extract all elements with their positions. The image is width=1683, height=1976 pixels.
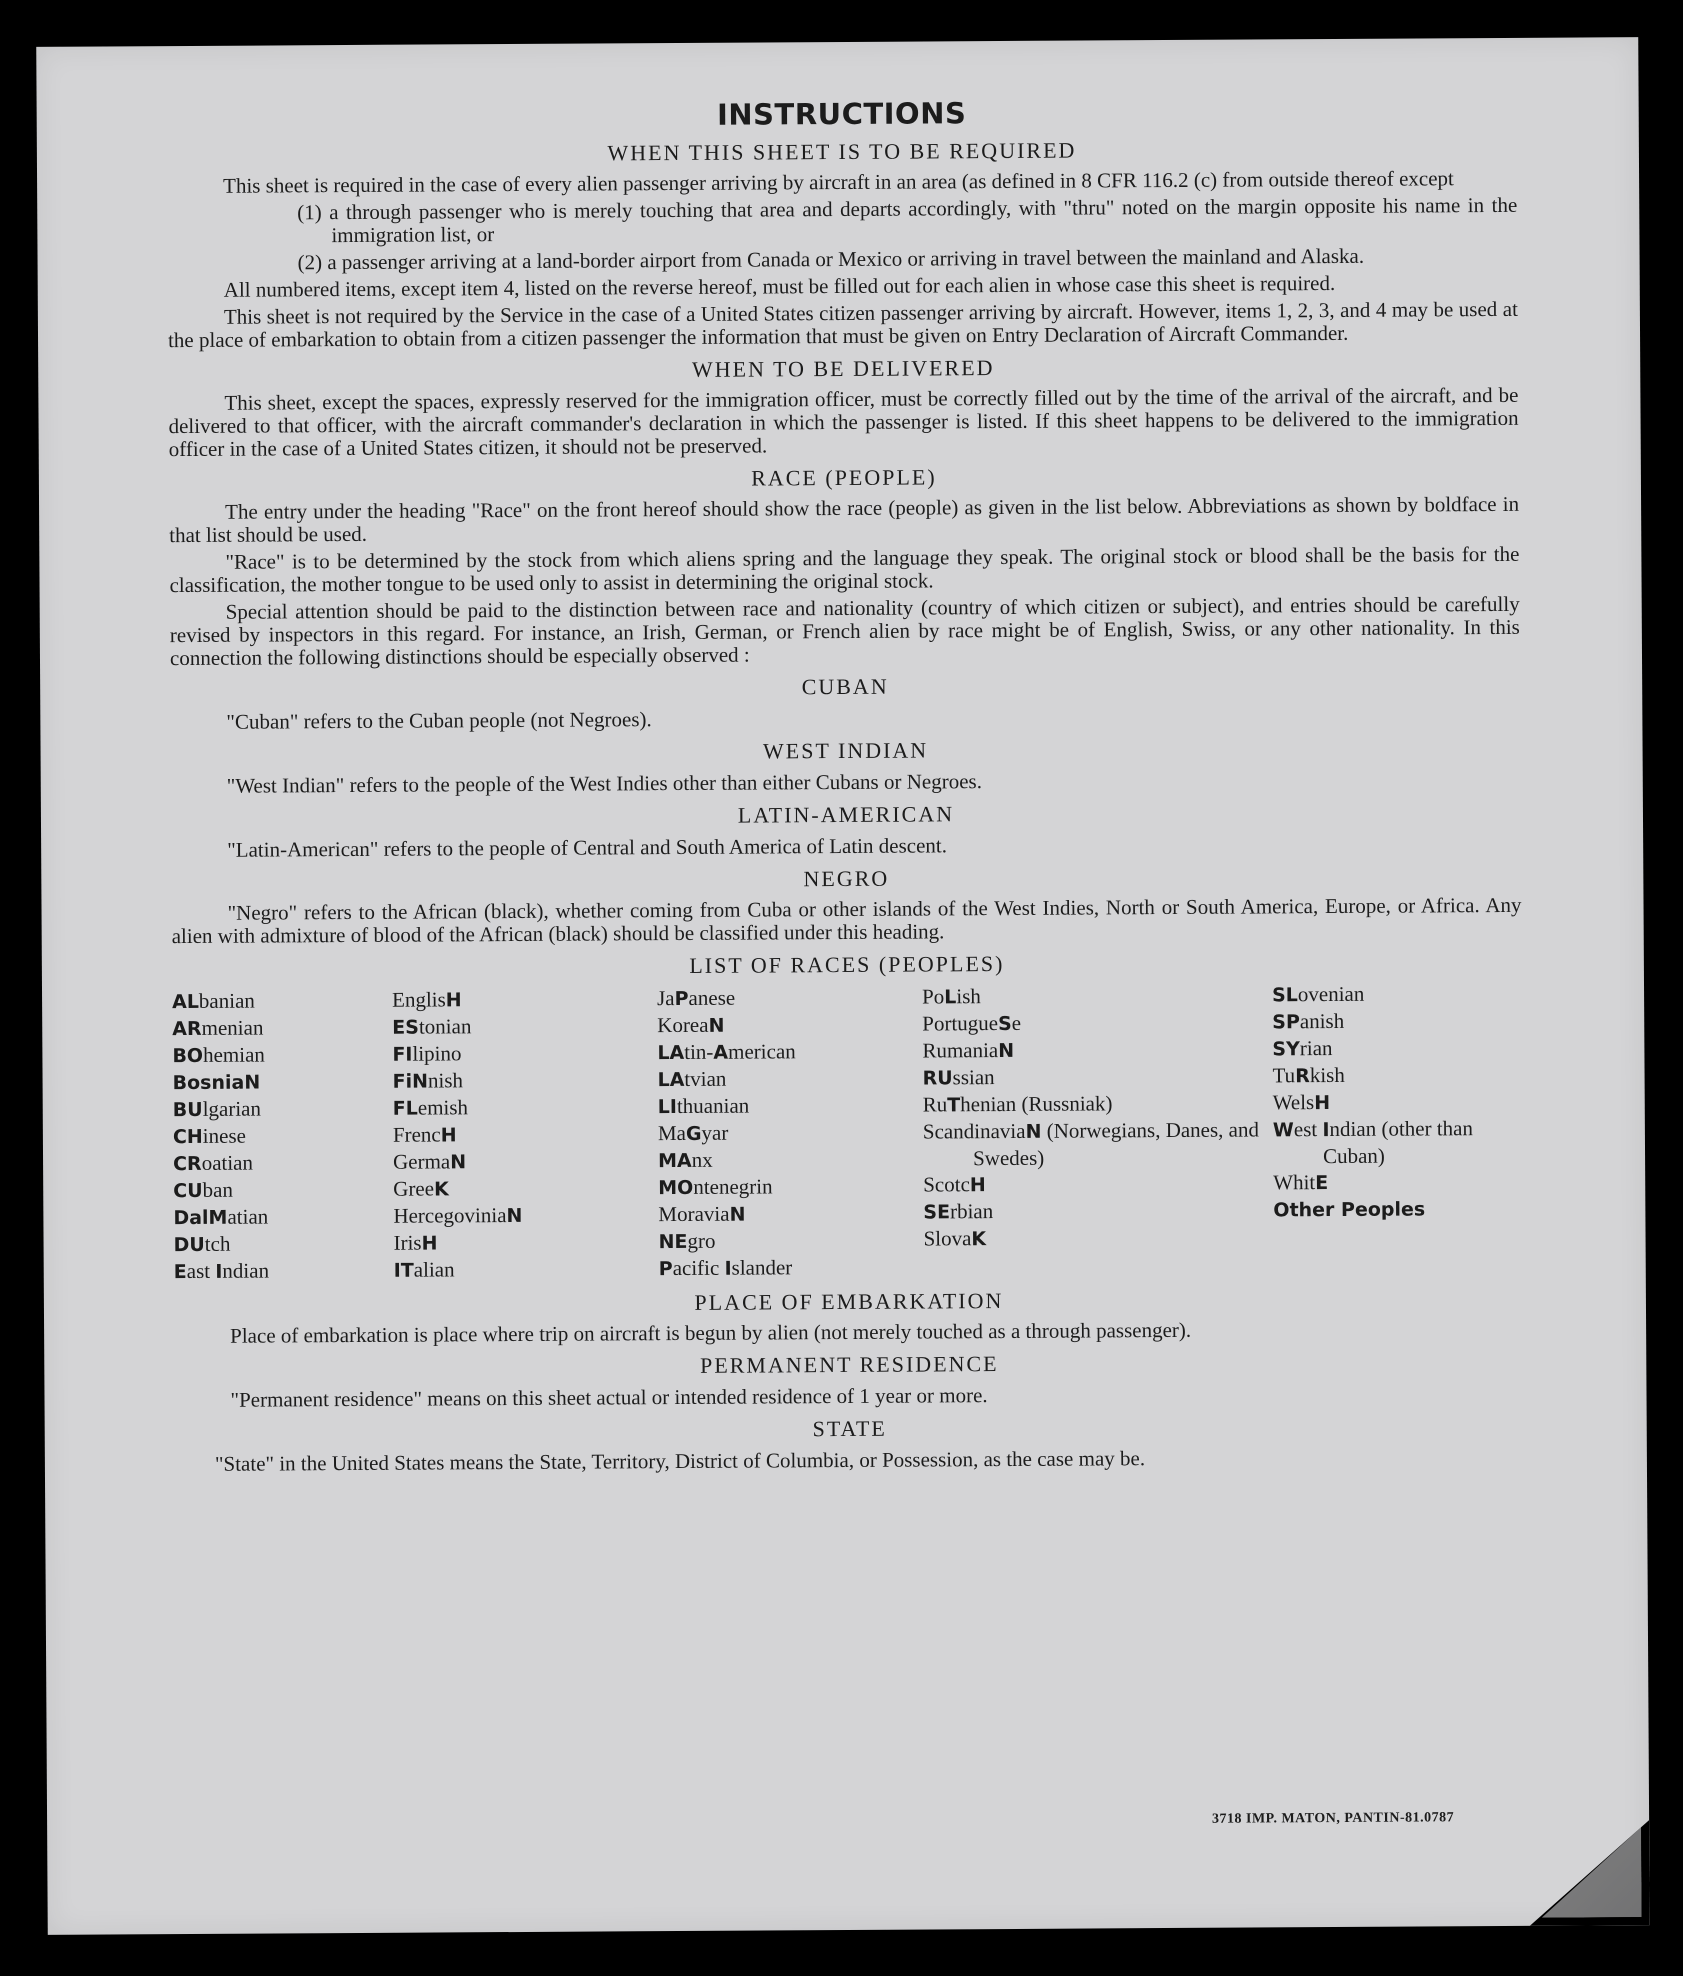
heading-latin-american: LATIN-AMERICAN [737, 801, 955, 828]
race-text: atian [227, 1204, 269, 1229]
race-entry [173, 1149, 393, 1177]
race-entry [922, 1008, 1272, 1037]
race-entry [392, 1066, 657, 1095]
race-entry [923, 1223, 1273, 1252]
race-abbreviation: NE [658, 1230, 688, 1254]
paragraph-race-1: The entry under the heading "Race" on the front hereof should show the race (people) as given in the list below. Abbreviations as shown by boldface in that list should be used. [169, 491, 1520, 548]
race-entry [658, 1146, 923, 1175]
race-abbreviation: M [208, 1206, 228, 1229]
race-abbreviation: I [724, 1257, 732, 1280]
race-abbreviation: N [1025, 1120, 1042, 1143]
race-text: hemian [202, 1042, 265, 1067]
race-text: Gree [393, 1176, 435, 1201]
definition-west-indian: "West Indian" refers to the people of the West Indies other than either Cubans or Negroes. [226, 769, 982, 798]
heading-race: RACE (PEOPLE) [751, 464, 937, 491]
paragraph-required-intro: This sheet is required in the case of every alien passenger arriving by aircraft in an area (as defined in 8 CFR 116.2 (c) from outside thereof except [223, 166, 1454, 198]
race-entry [392, 1039, 657, 1068]
race-entry [922, 1062, 1272, 1091]
race-text: oatian [201, 1150, 254, 1175]
race-entry [1272, 1034, 1522, 1063]
race-abbreviation: R [1295, 1065, 1310, 1088]
race-abbreviation: H [1314, 1092, 1331, 1115]
race-text: Frenc [392, 1122, 441, 1147]
race-entry [173, 1122, 393, 1150]
race-entry [658, 1200, 923, 1229]
race-entry [1273, 1195, 1523, 1224]
race-text: Hercegovinia [393, 1203, 507, 1228]
race-abbreviation: K [971, 1228, 987, 1251]
race-entry [923, 1169, 1273, 1198]
race-entry [172, 987, 392, 1015]
definition-residence: "Permanent residence" means on this sheet actual or intended residence of 1 year or more. [230, 1383, 988, 1412]
race-entry [923, 1196, 1273, 1225]
race-text: anish [1299, 1008, 1345, 1034]
race-text: thuanian [676, 1093, 750, 1119]
paragraph-numbered-items: All numbered items, except item 4, listed on the reverse hereof, must be filled out for each alien in whose case this sheet is required. [223, 270, 1336, 302]
list-item-1: (1) a through passenger who is merely touching that area and departs accordingly, with "thru" noted on the margin opposite his name in the immigration list, or [297, 192, 1518, 248]
race-text: ndian (other than Cuban) [1322, 1116, 1479, 1169]
race-entry [173, 1176, 393, 1204]
race-text: nish [427, 1068, 464, 1093]
race-entry [172, 1041, 392, 1069]
races-column-1 [172, 987, 394, 1285]
race-abbreviation: W [1272, 1119, 1294, 1142]
race-abbreviation: CU [173, 1179, 203, 1203]
race-abbreviation: H [445, 989, 462, 1012]
race-text: Moravia [658, 1201, 730, 1227]
heading-cuban: CUBAN [801, 673, 889, 700]
race-abbreviation: Fi [392, 1070, 413, 1093]
race-abbreviation: Other Peoples [1273, 1198, 1426, 1222]
race-abbreviation: P [674, 987, 689, 1011]
race-text: ovenian [1297, 981, 1365, 1007]
paragraph-embarkation: Place of embarkation is place where trip on aircraft is begun by alien (not merely touched as a through passenger). [230, 1317, 1192, 1348]
race-entry [1273, 1115, 1523, 1170]
race-text: Slova [923, 1226, 972, 1251]
race-text: tonian [418, 1014, 472, 1039]
race-abbreviation: H [421, 1232, 438, 1255]
race-text: inese [202, 1123, 246, 1148]
race-text: ish [956, 984, 981, 1009]
race-entry [923, 1116, 1273, 1171]
race-text: tch [204, 1231, 231, 1256]
race-abbreviation: SE [923, 1201, 951, 1224]
race-abbreviation: BU [172, 1098, 203, 1122]
race-text: Englis [392, 987, 446, 1012]
race-entry [173, 1203, 393, 1231]
heading-west-indian: WEST INDIAN [762, 737, 929, 764]
race-text: ban [202, 1177, 234, 1202]
definition-latin-american: "Latin-American" refers to the people of Central and South America of Latin descent. [227, 833, 948, 862]
race-entry [658, 1092, 923, 1121]
race-text: banian [198, 988, 255, 1013]
list-item-2: (2) a passenger arriving at a land-border airport from Canada or Mexico or arriving in travel between the mainland and Alaska. [297, 243, 1365, 275]
race-entry [393, 1093, 658, 1122]
paragraph-citizen: This sheet is not required by the Service in the case of a United States citizen passenger arriving by aircraft. However, items 1, 2, 3, and 4 may be used at the place of embarkation to obtain from a citizen passenger the information that must be given on Entry Declaration of Aircraft Commander. [167, 296, 1518, 353]
race-text: gro [687, 1228, 716, 1253]
race-text: ast [186, 1258, 216, 1284]
race-entry [1272, 980, 1522, 1009]
race-abbreviation: N [708, 1014, 725, 1037]
race-entry [173, 1095, 393, 1123]
definition-cuban: "Cuban" refers to the Cuban people (not Negroes). [226, 707, 652, 734]
heading-required: WHEN THIS SHEET IS TO BE REQUIRED [607, 137, 1077, 166]
race-entry [1273, 1088, 1523, 1117]
race-entry [393, 1120, 658, 1149]
race-abbreviation: AL [172, 990, 199, 1014]
race-abbreviation: N [244, 1071, 261, 1094]
race-text: ssian [952, 1065, 995, 1090]
race-text: Po [921, 984, 945, 1009]
race-text: alian [413, 1257, 455, 1282]
race-entry [1272, 1061, 1522, 1090]
race-abbreviation: SP [1272, 1011, 1300, 1034]
race-entry [173, 1230, 393, 1258]
paragraph-race-2: "Race" is to be determined by the stock from which aliens spring and the language they speak. The original stock or blood shall be the basis for the classification, the mother tongue to be used only to assist in determining the original stock. [169, 541, 1520, 598]
race-entry [393, 1174, 658, 1203]
race-text: rian [1299, 1036, 1333, 1061]
race-abbreviation: LA [657, 1068, 685, 1092]
races-list [172, 980, 1524, 1285]
heading-residence: PERMANENT RESIDENCE [699, 1351, 999, 1378]
race-abbreviation: Dal [173, 1206, 209, 1230]
race-entry [658, 1173, 923, 1202]
race-text: emish [417, 1095, 469, 1120]
race-text: nx [691, 1147, 713, 1172]
race-entry [393, 1147, 658, 1176]
race-entry [922, 981, 1272, 1010]
document-page [36, 37, 1650, 1935]
race-abbreviation: LI [657, 1096, 677, 1119]
race-abbreviation: Bosnia [172, 1071, 245, 1095]
race-abbreviation: CR [173, 1152, 202, 1176]
paragraph-race-3: Special attention should be paid to the distinction between race and nationality (country of which citizen or subject), and entries should be carefully revised by inspectors in this regard. For instance, an Irish, German, or French alien by race might be of English, Swiss, or any other nationality. In this connection the following distinctions should be especially observed : [169, 591, 1520, 671]
race-text: e [1011, 1010, 1022, 1035]
race-abbreviation: I [215, 1260, 223, 1283]
races-column-2 [392, 985, 659, 1284]
race-entry [658, 1227, 923, 1256]
race-abbreviation: IT [393, 1259, 414, 1282]
race-abbreviation: FI [392, 1043, 413, 1066]
race-text: (Norwegians, Danes, and Swedes) [972, 1117, 1265, 1171]
race-abbreviation: S [997, 1012, 1012, 1036]
race-abbreviation: N [506, 1204, 523, 1228]
race-text: lgarian [202, 1096, 262, 1121]
race-entry [1273, 1168, 1523, 1197]
race-text: Ja [656, 986, 675, 1011]
race-text: Iris [393, 1230, 422, 1255]
race-abbreviation: I [1322, 1119, 1330, 1142]
race-abbreviation: DU [173, 1233, 205, 1257]
races-column-4 [922, 981, 1274, 1280]
race-abbreviation: H [440, 1124, 457, 1147]
race-entry [657, 1065, 922, 1094]
race-text: acific [672, 1255, 725, 1281]
heading-negro: NEGRO [803, 865, 890, 892]
race-abbreviation: N [412, 1070, 429, 1093]
race-text: yar [701, 1120, 729, 1145]
race-abbreviation: BO [172, 1044, 204, 1068]
race-abbreviation: LA [657, 1041, 685, 1065]
race-entry [658, 1119, 923, 1148]
race-entry [657, 984, 922, 1013]
race-abbreviation: CH [172, 1125, 203, 1149]
race-abbreviation: SY [1272, 1038, 1300, 1061]
heading-state: STATE [812, 1415, 887, 1442]
heading-embarkation: PLACE OF EMBARKATION [694, 1288, 1004, 1315]
race-entry [394, 1255, 659, 1284]
race-text: Germa [392, 1149, 451, 1174]
race-entry [392, 1012, 657, 1041]
race-abbreviation: P [658, 1258, 673, 1281]
heading-delivered: WHEN TO BE DELIVERED [691, 355, 995, 382]
race-text: Rumania [922, 1038, 999, 1063]
paragraph-delivered: This sheet, except the spaces, expressly reserved for the immigration officer, must be correctly filled out by the time of the arrival of the aircraft, and be delivered to that officer, with the aircraft commander's declaration in which the passenger is listed. If this sheet happens to be delivered to the immigration officer in the case of a United States citizen, it should not be preserved. [168, 382, 1519, 462]
race-text: tin- [684, 1039, 714, 1064]
race-abbreviation: RU [922, 1067, 953, 1090]
race-text: Korea [657, 1012, 709, 1038]
race-abbreviation: A [713, 1041, 729, 1064]
race-text: rbian [949, 1199, 994, 1224]
race-entry [657, 1038, 922, 1067]
race-text: Tu [1272, 1063, 1296, 1088]
race-abbreviation: E [1315, 1172, 1329, 1195]
race-abbreviation: G [685, 1122, 702, 1145]
race-text: merican [728, 1039, 796, 1064]
race-text: est [1293, 1117, 1323, 1142]
race-abbreviation: N [729, 1203, 746, 1226]
race-text: Ru [922, 1092, 948, 1117]
printer-imprint: 3718 IMP. MATON, PANTIN-81.0787 [1211, 1810, 1455, 1827]
race-entry [922, 1035, 1272, 1064]
race-text: Wels [1272, 1090, 1315, 1115]
race-abbreviation: N [998, 1039, 1015, 1063]
definition-state: "State" in the United States means the State, Territory, District of Columbia, or Possession, as the case may be. [214, 1446, 1146, 1476]
race-abbreviation: FL [392, 1097, 418, 1120]
race-text: tvian [684, 1066, 727, 1091]
race-abbreviation: SL [1271, 984, 1298, 1007]
races-column-3 [657, 984, 924, 1283]
race-text: henian (Russniak) [960, 1091, 1113, 1117]
race-entry [174, 1257, 394, 1285]
race-text: kish [1309, 1062, 1345, 1088]
race-entry [923, 1089, 1273, 1118]
race-entry [172, 1014, 392, 1042]
race-abbreviation: H [969, 1174, 986, 1197]
race-entry [659, 1254, 924, 1283]
race-abbreviation: N [450, 1151, 467, 1174]
race-text: Scotc [923, 1172, 970, 1197]
race-entry [1272, 1007, 1522, 1036]
race-abbreviation: E [173, 1261, 187, 1284]
race-text: Whit [1273, 1170, 1316, 1195]
race-text: slander [731, 1255, 793, 1280]
race-text: menian [201, 1015, 264, 1040]
race-abbreviation: MO [658, 1176, 694, 1200]
race-abbreviation: MA [657, 1149, 692, 1173]
race-abbreviation: ES [392, 1016, 419, 1039]
race-entry [392, 985, 657, 1014]
race-entry [393, 1201, 658, 1230]
race-text: anese [688, 985, 736, 1010]
race-entry [657, 1011, 922, 1040]
race-entry [172, 1068, 392, 1096]
race-text: ndian [222, 1258, 270, 1283]
race-abbreviation: K [433, 1178, 449, 1201]
race-text: lipino [412, 1041, 462, 1066]
race-entry [393, 1228, 658, 1257]
race-text: Ma [657, 1120, 686, 1146]
race-abbreviation: L [944, 986, 957, 1009]
race-abbreviation: AR [172, 1017, 202, 1041]
race-abbreviation: T [947, 1094, 961, 1117]
race-text: Scandinavia [922, 1118, 1026, 1144]
document-content [167, 93, 1525, 1482]
paragraph-negro: "Negro" refers to the African (black), whether coming from Cuba or other islands of the West Indies, North or South America, Europe, or Africa. Any alien with admixture of blood of the African (black) should be classified under this heading. [171, 892, 1522, 949]
race-text: Portugue [922, 1011, 999, 1036]
page-title: INSTRUCTIONS [716, 96, 967, 132]
races-column-5 [1272, 980, 1524, 1279]
race-text: ntenegrin [693, 1174, 773, 1199]
heading-list-of-races: LIST OF RACES (PEOPLES) [689, 951, 1005, 978]
